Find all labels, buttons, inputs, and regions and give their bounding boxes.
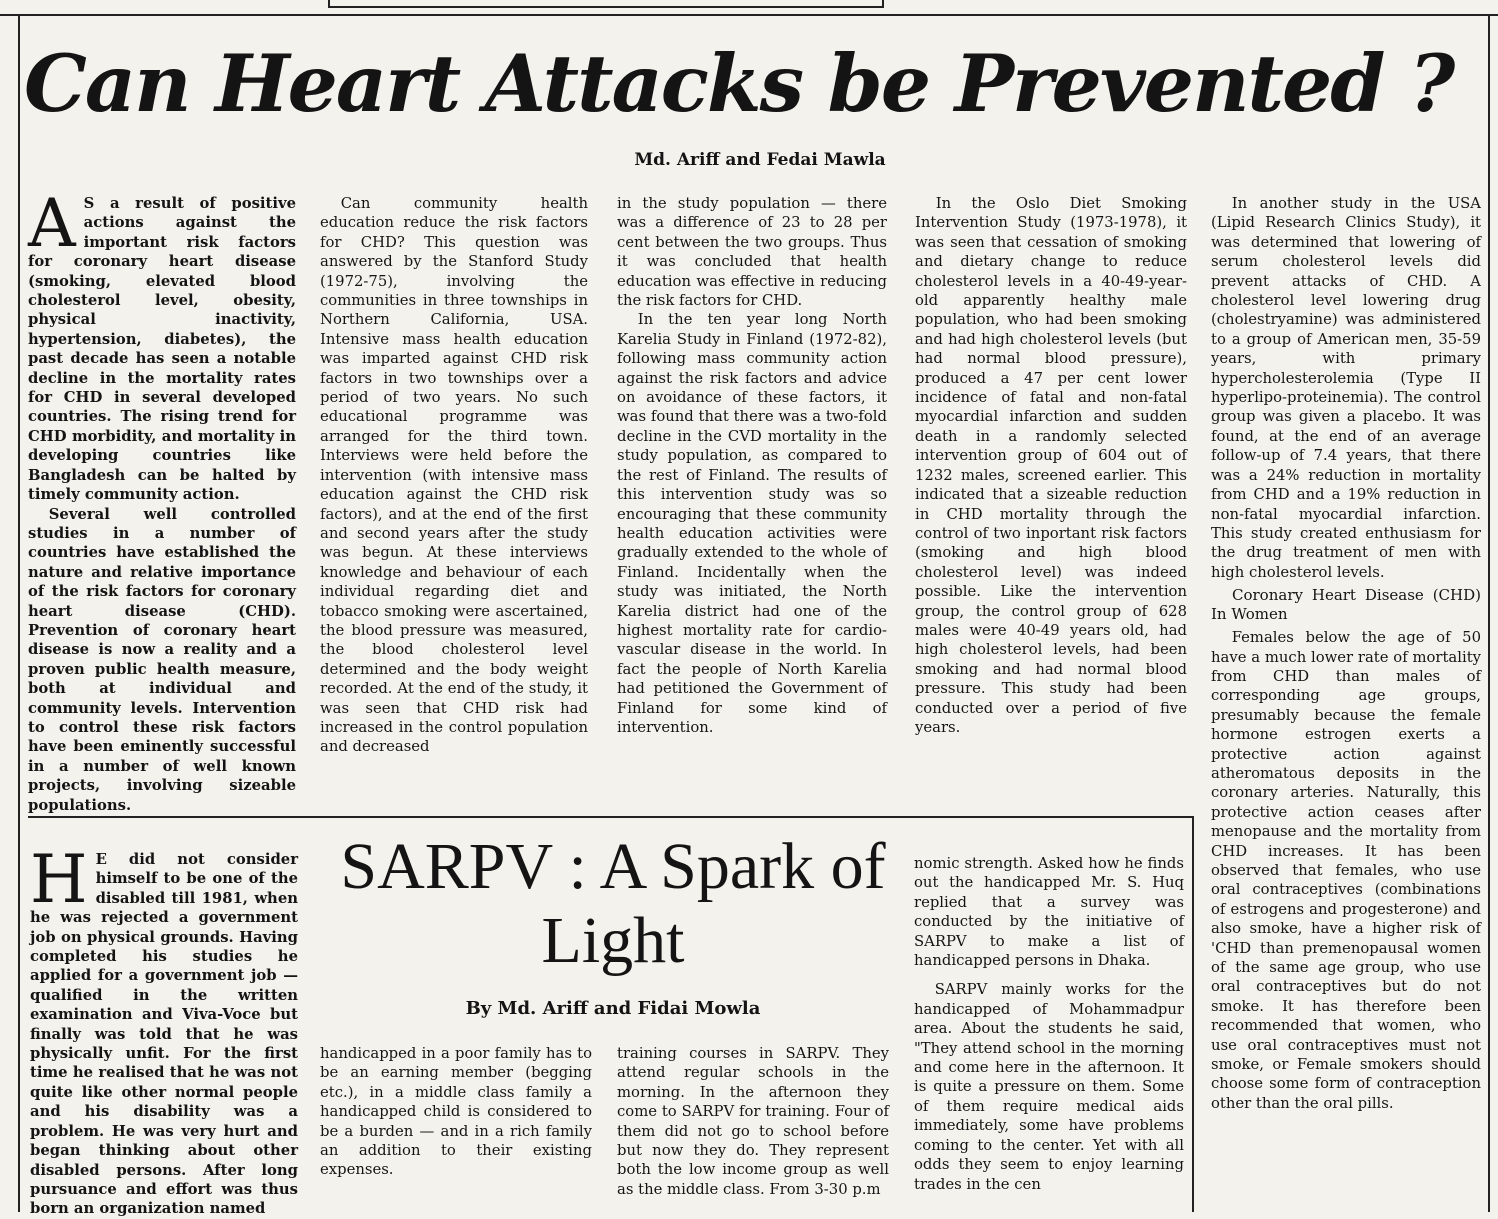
article2-box-top-rule [28, 816, 1194, 818]
article-column-1 [28, 185, 296, 814]
paragraph: handicapped in a poor family has to be an earning member (begging etc.), in a middle class family a handicapped child is considered to be a burden — and in a rich family an addition to their existing expenses. [320, 1045, 592, 1179]
article-column-2 [320, 194, 588, 794]
article2-headline: SARPV : A Spark of Light [340, 830, 886, 977]
paragraph: training courses in SARPV. They attend regular schools in the morning. In the afternoon they come to SARPV for training. Four of them did not go to school before but now they do. They represent both the low income group as well as the middle class. From 3-30 p.m [617, 1045, 889, 1198]
previous-section-box [328, 0, 884, 8]
article2-box-right-rule [1192, 816, 1194, 1212]
right-column-rule [1488, 14, 1490, 1212]
article2-column-3 [617, 1044, 889, 1212]
left-column-rule [18, 14, 20, 1212]
paragraph: In the Oslo Diet Smoking Intervention Study (1973-1978), it was seen that cessation of smoking and dietary change to reduce cholesterol levels in a 40-49-year-old apparently healthy male population, who had been smoking and had high cholesterol levels (but had normal blood pressure), produced a 47 per cent lower incidence of fatal and non-fatal myocardial infarction and sudden death in a randomly selected intervention group of 604 out of 1232 males, screened earlier. This indicated that a sizeable reduction in CHD mortality through the control of two inportant risk factors (smoking and high blood cholesterol level) was indeed possible. Like the intervention group, the control group of 628 males were 40-49 years old, had high cholesterol levels, had been smoking and had normal blood pressure. This study had been conducted over a period of five years. [915, 195, 1187, 736]
article2-column-4 [914, 854, 1184, 1212]
paragraph: Can community health education reduce the risk factors for CHD? This question was answered by the Stanford Study (1972-75), involving the communities in three townships in Northern California, USA. Intensive mass health education was imparted against CHD risk factors in two townships over a period of two years. No such educational programme was arranged for the third town. Interviews were held before the intervention (with intensive mass education against the CHD risk factors), and at the end of the first and second years after the study was begun. At these interviews knowledge and behaviour of each individual regarding diet and tobacco smoking were ascertained, the blood pressure was measured, the blood cholesterol level determined and the body weight recorded. At the end of the study, it was seen that CHD risk had increased in the control population and decreased [320, 195, 588, 756]
paragraph: nomic strength. Asked how he finds out the handicapped Mr. S. Huq replied that a survey was conducted by the initiative of SARPV to make a list of handicapped persons in Dhaka. [914, 855, 1184, 970]
article-column-3 [617, 194, 887, 798]
paragraph: SARPV mainly works for the handicapped of Mohammadpur area. About the students he said, "They attend school in the morning and come here in the afternoon. It is quite a pressure on them. Some of them require medical aids immediately, some have problems coming to the center. Yet with all odds they seem to enjoy learning trades in the cen [914, 981, 1184, 1193]
paragraph: Several well controlled studies in a number of countries have established the nature and relative importance of the risk factors for coronary heart disease (CHD). Prevention of coronary heart disease is now a reality and a proven public health measure, both at individual and community levels. Intervention to control these risk factors have been eminently successful in a number of well known projects, involving sizeable populations. [28, 505, 296, 814]
article2-column-1 [30, 841, 298, 1218]
drop-cap: H [30, 841, 88, 918]
article2-byline: By Md. Ariff and Fidai Mowla [465, 998, 761, 1019]
paragraph: S a result of positive actions against the important risk factors for coronary heart disease (smoking, elevated blood cholesterol level, obesity, physical inactivity, hypertension, diabetes), the past decade has seen a notable decline in the mortality rates for CHD in several developed countries. The rising trend for CHD morbidity, and mortality in developing countries like Bangladesh can be halted by timely community action. [28, 195, 296, 504]
article-byline: Md. Ariff and Fedai Mawla [634, 150, 886, 170]
paragraph: In another study in the USA (Lipid Research Clinics Study), it was determined that lowering of serum cholesterol levels did prevent attacks of CHD. A cholesterol level lowering drug (cholestryamine) was administered to a group of American men, 35-59 years, with primary hypercholesterolemia (Type II hyperlipo-proteinemia). The control group was given a placebo. It was found, at the end of an average follow-up of 7.4 years, that there was a 24% reduction in mortality from CHD and a 19% reduction in non-fatal myocardial infarction. This study created enthusiasm for the drug treatment of men with high cholesterol levels. [1211, 195, 1481, 581]
subheading: Coronary Heart Disease (CHD) In Women [1211, 586, 1481, 624]
drop-cap: A [28, 185, 76, 262]
article-column-4 [915, 194, 1187, 800]
article2-column-2 [320, 1044, 592, 1212]
paragraph: in the study population — there was a difference of 23 to 28 per cent between the two groups. Thus it was concluded that health education was effective in reducing the risk factors for CHD. [617, 195, 887, 310]
previous-section-strip [0, 0, 1498, 16]
paragraph: Females below the age of 50 have a much lower rate of mortality from CHD than males of corresponding age groups, presumably because the female hormone estrogen exerts a protective action against atheromatous deposits in the coronary arteries. Naturally, this protective action ceases after menopause and the mortality from CHD increases. It has been observed that females, who use oral contraceptives (combinations of estrogens and progesterone) and also smoke, have a higher risk of 'CHD than premenopausal women of the same age group, who use oral contraceptives but do not smoke. It has therefore been recommended that women, who use oral contraceptives must not smoke, or Female smokers should choose some form of contraception other than the oral pills. [1211, 629, 1481, 1112]
paragraph: E did not consider himself to be one of the disabled till 1981, when he was rejected a government job on physical grounds. Having completed his studies he applied for a government job — qualified in the written examination and Viva-Voce but finally was told that he was physically unfit. For the first time he realised that he was not quite like other normal people and his disability was a problem. He was very hurt and began thinking about other disabled persons. After long pursuance and effort was thus born an organization named [30, 851, 298, 1218]
paragraph: In the ten year long North Karelia Study in Finland (1972-82), following mass community action against the risk factors and advice on avoidance of these factors, it was found that there was a two-fold decline in the CVD mortality in the study population, as compared to the rest of Finland. The results of this intervention study was so encouraging that these community health education activities were gradually extended to the whole of Finland. Incidentally when the study was initiated, the North Karelia district had one of the highest mortality rate for cardio-vascular disease in the world. In fact the people of North Karelia had petitioned the Government of Finland for some kind of intervention. [617, 311, 887, 736]
article-headline: Can Heart Attacks be Prevented ? [24, 37, 1454, 130]
article-column-5 [1211, 194, 1481, 1208]
